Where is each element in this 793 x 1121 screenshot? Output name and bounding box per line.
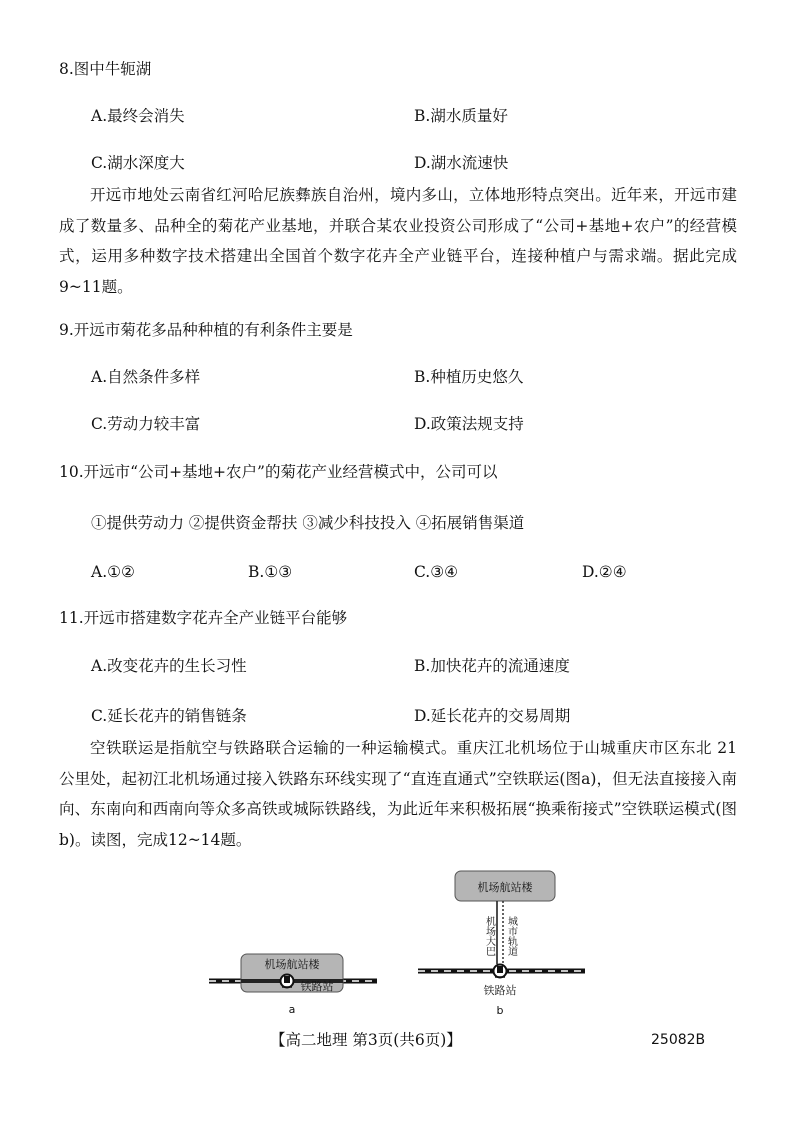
train-station-icon bbox=[494, 965, 507, 978]
q10-option-d: D.②④ bbox=[582, 563, 627, 581]
q9-option-d: D.政策法规支持 bbox=[414, 415, 524, 433]
q11-option-c: C.延长花卉的销售链条 bbox=[91, 707, 247, 725]
q11-option-b: B.加快花卉的流通速度 bbox=[414, 657, 570, 675]
page-footer: 【高二地理 第3页(共6页)】 bbox=[270, 1031, 462, 1049]
figure-b-transfer-connection bbox=[415, 868, 590, 1020]
figure-a-caption: a bbox=[288, 1003, 296, 1016]
figure-a-direct-connection bbox=[205, 945, 385, 1020]
paper-code: 25082B bbox=[651, 1032, 706, 1048]
passage-kaiyuan: 开远市地处云南省红河哈尼族彝族自治州，境内多山，立体地形特点突出。近年来，开远市建成了数量多、品种全的菊花产业基地，并联合某农业投资公司形成了“公司+基地+农户”的经营模式，运用多种数字技术搭建出全国首个数字花卉全产业链平台，连接种植户与需求端。据此完成9~11题。 bbox=[59, 186, 737, 296]
figure-a-terminal-label: 机场航站楼 bbox=[264, 958, 320, 971]
q8-option-c: C.湖水深度大 bbox=[91, 154, 185, 172]
q8-stem: 8.图中牛轭湖 bbox=[59, 60, 152, 78]
q11-option-d: D.延长花卉的交易周期 bbox=[414, 707, 571, 725]
q10-items: ①提供劳动力 ②提供资金帮扶 ③减少科技投入 ④拓展销售渠道 bbox=[91, 514, 525, 532]
q11-option-a: A.改变花卉的生长习性 bbox=[91, 657, 247, 675]
passage-air-rail: 空铁联运是指航空与铁路联合运输的一种运输模式。重庆江北机场位于山城重庆市区东北 21 公里处，起初江北机场通过接入铁路东环线实现了“直连直通式”空铁联运(图a)，但无法直接接入南向、东南向和西南向等众多高铁或城际铁路线，为此近年来积极拓展“换乘衔接式”空铁联运模式(图b)。读图，完成12~14题。 bbox=[59, 739, 737, 849]
q9-stem: 9.开远市菊花多品种种植的有利条件主要是 bbox=[59, 321, 353, 339]
figure-b-bus-label: 机场大巴 bbox=[483, 916, 495, 956]
q9-option-a: A.自然条件多样 bbox=[91, 368, 201, 386]
q10-stem: 10.开远市“公司+基地+农户”的菊花产业经营模式中，公司可以 bbox=[59, 463, 498, 481]
q8-option-a: A.最终会消失 bbox=[91, 107, 185, 125]
figure-b-station-label: 铁路站 bbox=[483, 984, 517, 997]
q9-option-b: B.种植历史悠久 bbox=[414, 368, 524, 386]
q10-option-c: C.③④ bbox=[414, 563, 459, 581]
q8-option-d: D.湖水流速快 bbox=[414, 154, 509, 172]
train-station-icon bbox=[281, 975, 294, 988]
figure-b-caption: b bbox=[496, 1004, 504, 1017]
q11-stem: 11.开远市搭建数字花卉全产业链平台能够 bbox=[59, 609, 348, 627]
figure-b-terminal-label: 机场航站楼 bbox=[477, 881, 533, 894]
q10-option-b: B.①③ bbox=[248, 563, 293, 581]
q10-option-a: A.①② bbox=[91, 563, 135, 581]
q8-option-b: B.湖水质量好 bbox=[414, 107, 508, 125]
figure-b-metro-label: 城市轨道 bbox=[505, 916, 517, 956]
figure-a-station-label: 铁路站 bbox=[300, 980, 334, 993]
q9-option-c: C.劳动力较丰富 bbox=[91, 415, 201, 433]
